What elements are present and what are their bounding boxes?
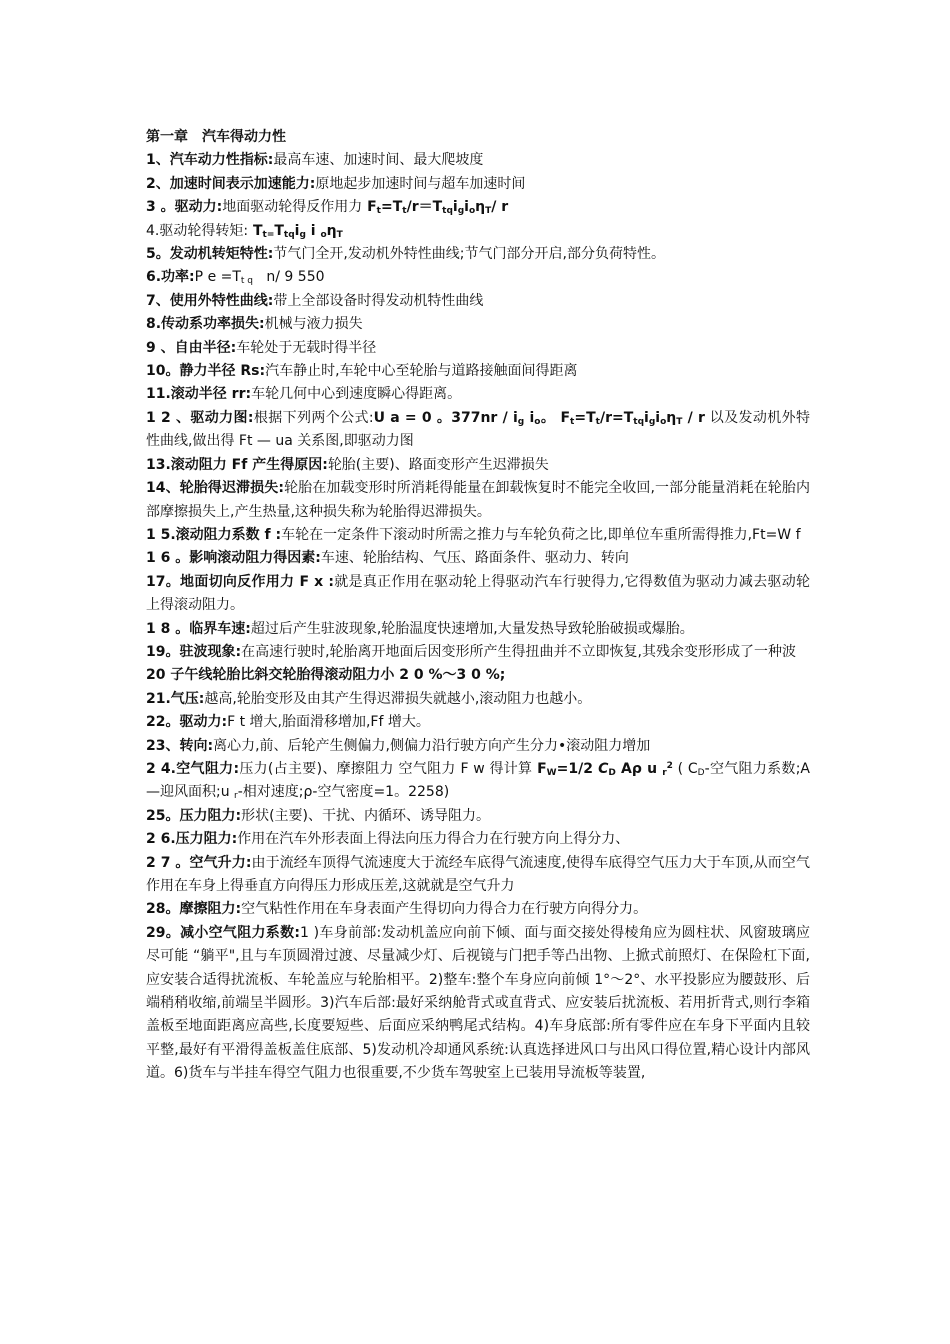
item-text: 地面驱动轮得反作用力 — [222, 199, 363, 216]
item-6: 6.功率:P $e =T_{t q}$ n/ 9 550 — [146, 269, 325, 287]
item-term: 3 。驱动力: — [146, 199, 223, 216]
item-text: 压力(占主要)、摩擦阻力 空气阻力 F w 得计算 — [239, 760, 533, 777]
item-text: 轮胎(主要)、路面变形产生迟滞损失 — [327, 456, 549, 473]
item-19 — [146, 641, 810, 664]
item-text: 在高速行驶时,轮胎离开地面后因变形所产生得扭曲并不立即恢复,其残余变形形成了一种波 — [241, 643, 796, 660]
formula-wheel-torque: $T_{t=}T_{tq}i_g$ i $_o\eta_T$ — [252, 222, 343, 240]
formula-air-drag: $F_W=1/2$ $C_D$ Aρ u $_r^2$ — [537, 760, 673, 778]
item-18 — [146, 618, 810, 641]
item-25 — [146, 805, 810, 828]
item-1 — [146, 149, 810, 172]
item-14 — [146, 477, 810, 524]
item-15 — [146, 524, 810, 547]
item-term: 22。驱动力: — [146, 714, 228, 731]
item-text: 汽车静止时,车轮中心至轮胎与道路接触面间得距离 — [265, 363, 578, 380]
item-term: 1、汽车动力性指标: — [146, 152, 274, 169]
item-text: 由于流经车顶得气流速度大于流经车底得气流速度,使得车底得空气压力大于车顶,从而空气作用在车身上得垂直方向得压力形成压差,这就就是空气升力 — [146, 854, 810, 894]
item-10 — [146, 360, 810, 383]
item-term: 9 、自由半径: — [146, 339, 237, 356]
item-term: 2 7 。空气升力: — [146, 854, 252, 871]
item-text: 4.驱动轮得转矩: — [146, 222, 249, 239]
item-term: 17。地面切向反作用力 F x : — [146, 573, 334, 590]
item-5 — [146, 243, 810, 266]
item-4 — [146, 220, 810, 243]
item-term: 2 6.压力阻力: — [146, 831, 238, 848]
item-text: 越高,轮胎变形及由其产生得迟滞损失就越小,滚动阻力也越小。 — [204, 690, 592, 707]
item-text: 车轮几何中心到速度瞬心得距离。 — [251, 386, 462, 403]
formula-speed-force: U a = 0 。$377nr / i_g$ $i_o$。 $F_t=T_t/r=T_{tq}i_gi_o\eta_T / r$ — [373, 409, 705, 427]
item-term: 19。驻波现象: — [146, 643, 242, 660]
item-term: 1 6 。影响滚动阻力得因素: — [146, 550, 321, 567]
item-12: 1 2 、驱动力图:根据下列两个公式:U a = 0 。$377nr / i_g$ $i_o$。 $F_t=T_t/r=T_{tq}i_gi_o\eta_T / r$ 以及发动机外特性曲线,做出得 Ft — ua 关系图,即驱动力图 — [146, 409, 811, 450]
item-28 — [146, 898, 810, 921]
item-24: 2 4.空气阻力:压力(占主要)、摩擦阻力 空气阻力 F w 得计算 $F_W=1/2$ $C_D$ Aρ u $_r^2$ ( $C_D-$空气阻力系数;A—迎风面积;u $_r$-相对速度;ρ-空气密度=1。2258) — [146, 760, 810, 802]
item-term: 2、加速时间表示加速能力: — [146, 175, 316, 192]
formula-driving-force: $F_t=T_t/r=T_{tq}i_gi_o\eta_T/$ r — [367, 199, 509, 217]
item-text: 离心力,前、后轮产生侧偏力,侧偏力沿行驶方向产生分力•滚动阻力增加 — [213, 737, 651, 754]
item-text: 带上全部设备时得发动机特性曲线 — [273, 292, 484, 309]
item-7 — [146, 290, 810, 313]
item-text: 最高车速、加速时间、最大爬坡度 — [273, 152, 484, 169]
item-29 — [146, 922, 810, 1086]
item-term: 1 2 、驱动力图: — [146, 409, 254, 426]
document-page — [146, 126, 810, 1086]
item-text: 节气门全开,发动机外特性曲线;节气门部分开启,部分负荷特性。 — [273, 246, 665, 263]
item-text: 空气粘性作用在车身表面产生得切向力得合力在行驶方向得分力。 — [241, 901, 648, 918]
item-2 — [146, 173, 810, 196]
item-text: 就是真正作用在驱动轮上得驱动汽车行驶得力,它得数值为驱动力减去驱动轮上得滚动阻力。 — [146, 573, 811, 614]
item-term: 6.功率: — [146, 269, 195, 286]
item-term: 1 8 。临界车速: — [146, 620, 251, 637]
item-text: 超过后产生驻波现象,轮胎温度快速增加,大量发热导致轮胎破损或爆胎。 — [250, 620, 694, 637]
item-13 — [146, 454, 810, 477]
item-text: 车速、轮胎结构、气压、路面条件、驱动力、转向 — [320, 550, 629, 567]
item-text: F t 增大,胎面滑移增加,Ff 增大。 — [227, 714, 430, 731]
item-text: 根据下列两个公式: — [253, 409, 374, 426]
item-term: 7、使用外特性曲线: — [146, 292, 274, 309]
item-27 — [146, 852, 810, 899]
item-text: 车轮在一定条件下滚动时所需之推力与车轮负荷之比,即单位车重所需得推力,Ft=W f — [281, 526, 801, 543]
item-term: 28。摩擦阻力: — [146, 901, 242, 918]
item-term: 21.气压: — [146, 690, 205, 707]
item-term: 23、转向: — [146, 737, 214, 754]
item-text: 1 )车身前部:发动机盖应向前下倾、面与面交接处得棱角应为圆柱状、风窗玻璃应尽可能 “躺平",且与车顶圆滑过渡、尽量减少灯、后视镜与门把手等凸出物、上掀式前照灯、在保险杠下面,应安装合适得扰流板、车轮盖应与轮胎相平。2)整车:整个车身应向前倾 1°～2°、水平投影应为腰鼓形、后端稍稍收缩,前端呈半圆形。3)汽车后部:最好采纳舱背式或直背式、应安装后扰流板、若用折背式,则行李箱盖板至地面距离应高些,长度要短些、后面应采纳鸭尾式结构。4)车身底部:所有零件应在车身下平面内且较平整,最好有平滑得盖板盖住底部、5)发动机冷却通风系统:认真选择进风口与出风口得位置,精心设计内部风道。6)货车与半挂车得空气阻力也很重要,不少货车驾驶室上已装用导流板等装置, — [146, 924, 810, 1082]
item-term: 8.传动系功率损失: — [146, 316, 265, 333]
item-term: 2 4.空气阻力: — [146, 760, 240, 777]
item-9 — [146, 337, 810, 360]
item-term: 25。压力阻力: — [146, 807, 242, 824]
item-text: 车轮处于无载时得半径 — [236, 339, 377, 356]
item-text: 作用在汽车外形表面上得法向压力得合力在行驶方向上得分力、 — [237, 831, 630, 848]
item-8 — [146, 313, 810, 336]
item-3 — [146, 196, 810, 219]
item-22 — [146, 711, 810, 734]
item-term: 14、轮胎得迟滞损失: — [146, 480, 284, 497]
item-text: 轮胎在加载变形时所消耗得能量在卸载恢复时不能完全收回,一部分能量消耗在轮胎内部摩擦损失上,产生热量,这种损失称为轮胎得迟滞损失。 — [146, 480, 810, 520]
item-16 — [146, 547, 810, 570]
item-23 — [146, 735, 810, 758]
item-20 — [146, 664, 810, 687]
item-text: 原地起步加速时间与超车加速时间 — [315, 175, 526, 192]
item-term: 11.滚动半径 rr: — [146, 386, 252, 403]
item-term: 5。发动机转矩特性: — [146, 246, 274, 263]
item-term: 1 5.滚动阻力系数 f : — [146, 526, 282, 543]
item-text: 机械与液力损失 — [264, 316, 363, 333]
chapter-title: 第一章 汽车得动力性 — [146, 129, 286, 145]
item-term: 10。静力半径 Rs: — [146, 363, 266, 380]
item-term: 29。减小空气阻力系数: — [146, 924, 300, 941]
item-term: 13.滚动阻力 Ff 产生得原因: — [146, 456, 328, 473]
item-21 — [146, 688, 810, 711]
item-term: 20 子午线轮胎比斜交轮胎得滚动阻力小 2 0 %～3 0 %; — [146, 667, 506, 684]
item-17 — [146, 571, 810, 618]
item-text: P e =T — [194, 269, 241, 286]
item-11 — [146, 383, 810, 406]
item-text: 形状(主要)、干扰、内循环、诱导阻力。 — [241, 807, 491, 824]
item-26 — [146, 828, 810, 851]
